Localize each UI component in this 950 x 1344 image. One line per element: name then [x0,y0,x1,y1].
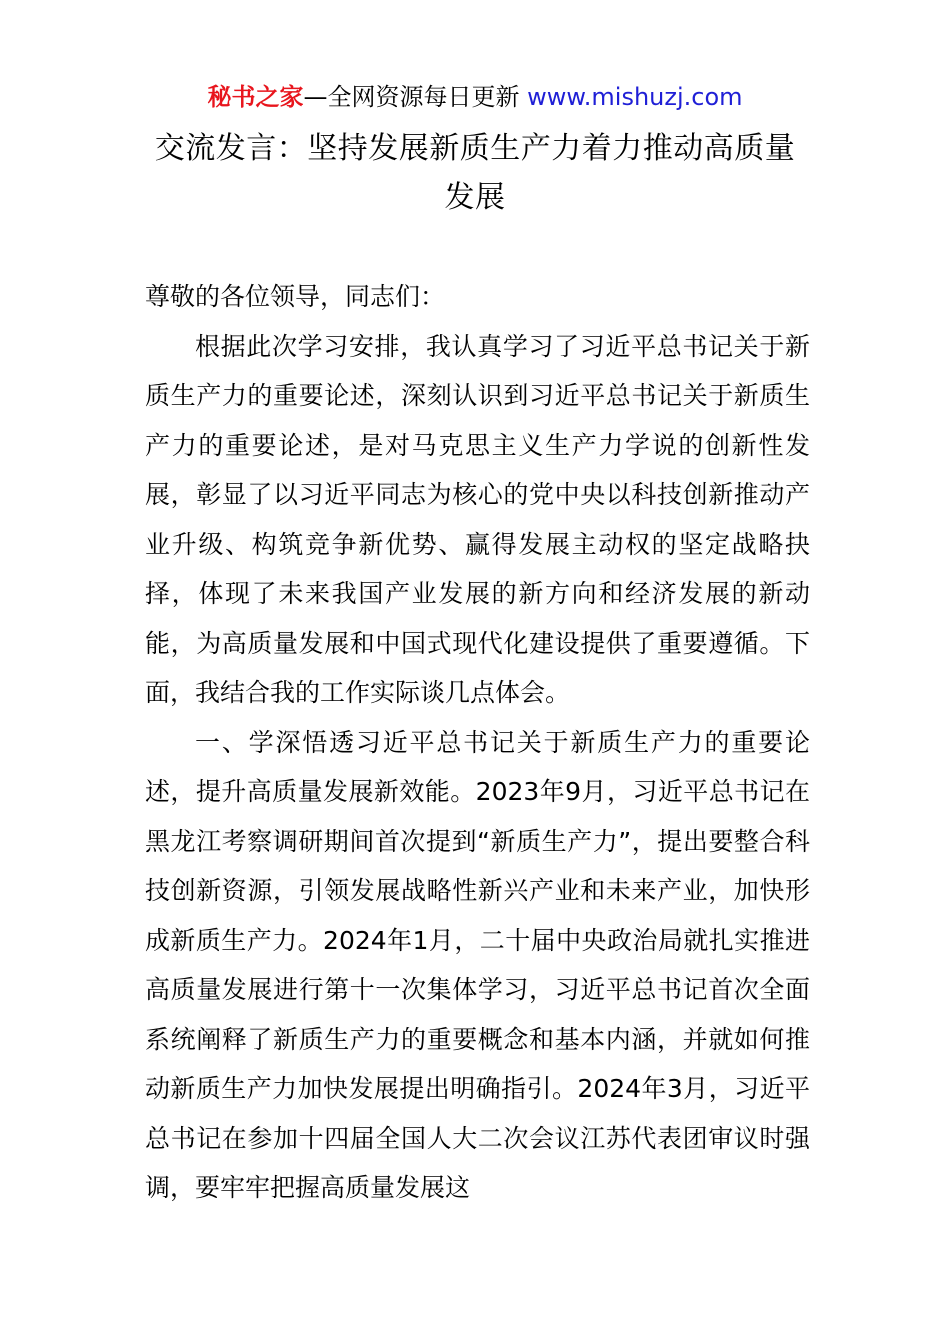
paragraph-section-one: 一、学深悟透习近平总书记关于新质生产力的重要论述，提升高质量发展新效能。2023年9月，习近平总书记在黑龙江考察调研期间首次提到“新质生产力”，提出要整合科技创新资源，引领发展战略性新兴产业和未来产业，加快形成新质生产力。2024年1月，二十届中央政治局就扎实推进高质量发展进行第十一次集体学习，习近平总书记首次全面系统阐释了新质生产力的重要概念和基本内涵，并就如何推动新质生产力加快发展提出明确指引。2024年3月，习近平总书记在参加十四届全国人大二次会议江苏代表团审议时强调，要牢牢把握高质量发展这 [145,727,810,1202]
site-tagline: —全网资源每日更新 [303,83,528,111]
document-title: 交流发言：坚持发展新质生产力着力推动高质量发展 [154,131,796,215]
paragraph-intro: 根据此次学习安排，我认真学习了习近平总书记关于新质生产力的重要论述，深刻认识到习近平总书记关于新质生产力的重要论述，是对马克思主义生产力学说的创新性发展，彰显了以习近平同志为核心的党中央以科技创新推动产业升级、构筑竞争新优势、赢得发展主动权的坚定战略抉择，体现了未来我国产业发展的新方向和经济发展的新动能，为高质量发展和中国式现代化建设提供了重要遵循。下面，我结合我的工作实际谈几点体会。 [145,331,810,707]
salutation: 尊敬的各位领导，同志们： [145,282,446,311]
site-header [0,80,950,114]
site-brand: 秘书之家 [207,83,304,111]
document-body [145,272,810,1213]
site-url-link[interactable]: www.mishuzj.com [527,83,743,111]
